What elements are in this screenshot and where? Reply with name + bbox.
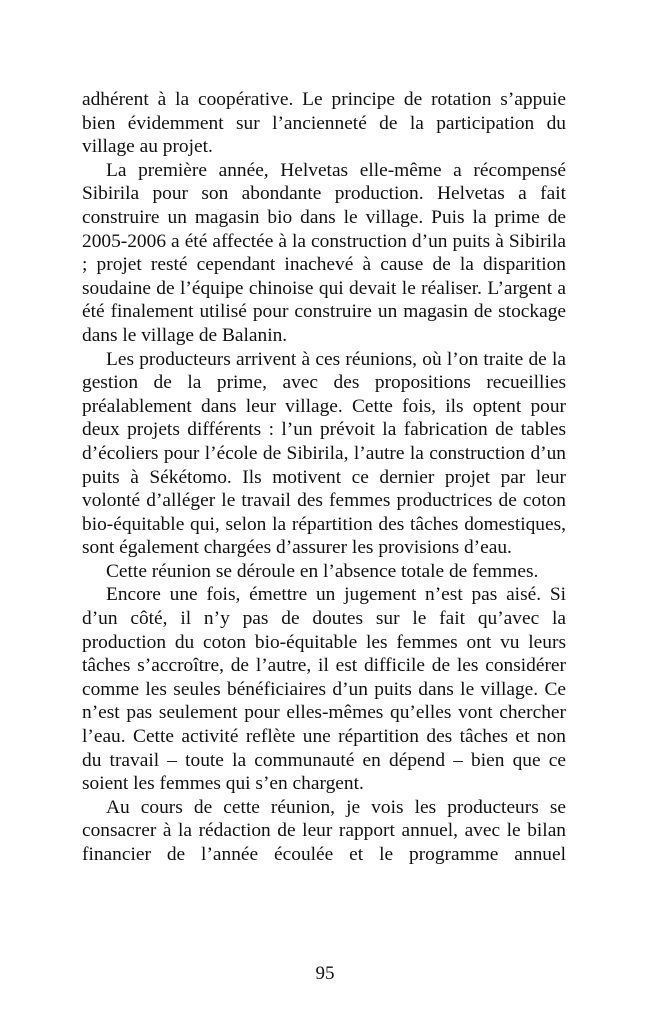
page-body-text [82, 88, 566, 867]
page-number: 95 [315, 963, 335, 984]
paragraph-absence-femmes: Cette réunion se déroule en l’absence totale de femmes. [106, 560, 539, 582]
paragraph-producteurs-reunions: Les producteurs arrivent à ces réunions, où l’on traite de la gestion de la prime, avec des propositions recueillies préalablement dans leur village. Cette fois, ils optent pour deux projets différents : l’un prévoit la fabrication de tables d’écoliers pour l’école de Sibirila, l’autre la construction d’un puits à Sékétomo. Ils motivent ce dernier projet par leur volonté d’alléger le travail des femmes productrices de coton bio-équitable qui, selon la répartition des tâches domestiques, sont également chargées d’assurer les provisions d’eau. [82, 348, 566, 559]
paragraph-rapport-annuel: Au cours de cette réunion, je vois les producteurs se consacrer à la rédaction de leur rapport annuel, avec le bilan financier de l’année écoulée et le programme annuel [82, 796, 566, 865]
paragraph-jugement: Encore une fois, émettre un jugement n’est pas aisé. Si d’un côté, il n’y pas de doutes sur le fait qu’avec la production du coton bio-équitable les femmes ont vu leurs tâches s’accroître, de l’autre, il est difficile de les considérer comme les seules bénéficiaires d’un puits dans le village. Ce n’est pas seulement pour elles-mêmes qu’elles vont chercher l’eau. Cette activité reflète une répartition des tâches et non du travail – toute la communauté en dépend – bien que ce soient les femmes qui s’en chargent. [82, 584, 566, 795]
paragraph-continuation: adhérent à la coopérative. Le principe de rotation s’appuie bien évidemment sur l’ancienneté de la participation du village au projet. [82, 89, 566, 158]
paragraph-helvetas-prime: La première année, Helvetas elle-même a récompensé Sibirila pour son abondante production. Helvetas a fait construire un magasin bio dans le village. Puis la prime de 2005-2006 a été affectée à la construction d’un puits à Sibirila ; projet resté cependant inachevé à cause de la disparition soudaine de l’équipe chinoise qui devait le réaliser. L’argent a été finalement utilisé pour construire un magasin de stockage dans le village de Balanin. [82, 159, 566, 346]
